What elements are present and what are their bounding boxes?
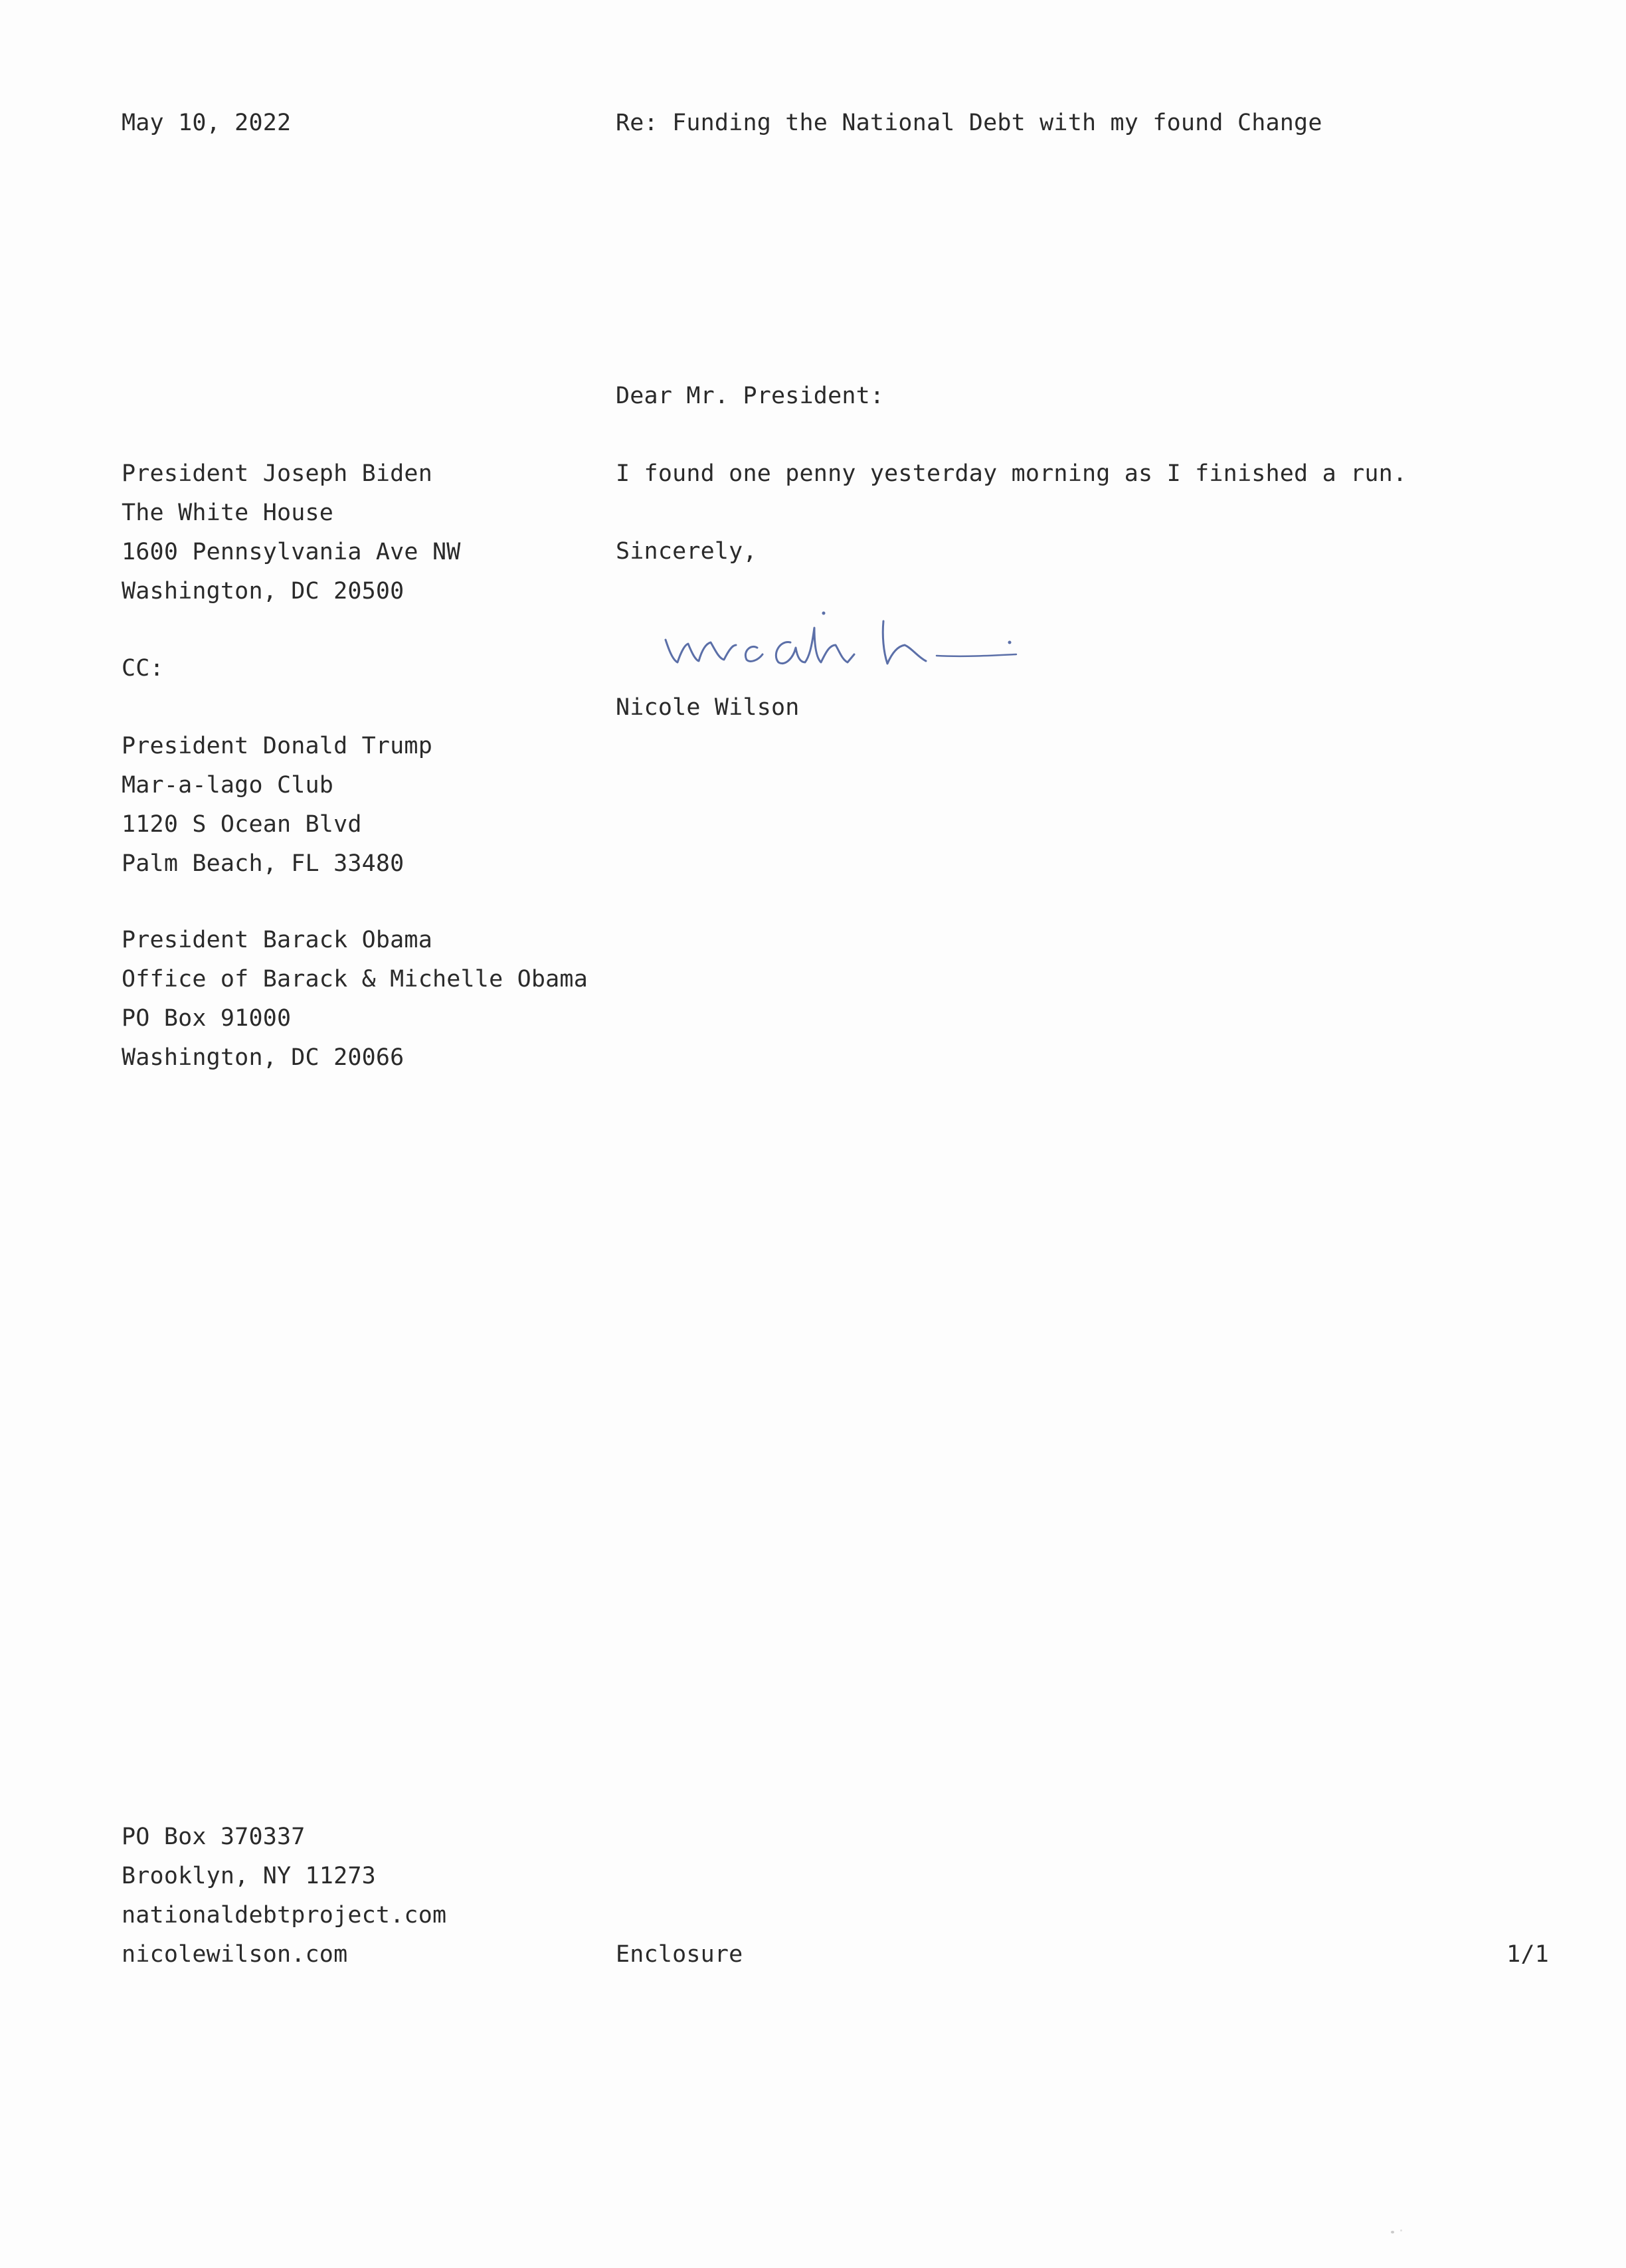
cc-recipient-address bbox=[122, 921, 588, 1078]
letter-subject: Re: Funding the National Debt with my found Change bbox=[616, 110, 1322, 136]
address-line: Mar-a-lago Club bbox=[122, 772, 334, 799]
scan-speck bbox=[1391, 2231, 1394, 2233]
address-line: The White House bbox=[122, 500, 334, 526]
cc-recipient-address bbox=[122, 727, 432, 884]
sender-address bbox=[122, 1818, 446, 1974]
address-line: President Donald Trump bbox=[122, 733, 432, 759]
salutation: Dear Mr. President: bbox=[616, 383, 885, 409]
sender-website: nicolewilson.com bbox=[122, 1941, 348, 1968]
address-line: Office of Barack & Michelle Obama bbox=[122, 966, 588, 992]
address-line: PO Box 91000 bbox=[122, 1005, 292, 1032]
cc-label: CC: bbox=[122, 655, 164, 682]
address-line: Washington, DC 20500 bbox=[122, 578, 405, 605]
address-line: Palm Beach, FL 33480 bbox=[122, 850, 405, 877]
sender-website: nationaldebtproject.com bbox=[122, 1902, 447, 1929]
signature-name: Nicole Wilson bbox=[616, 694, 800, 721]
letter-body: I found one penny yesterday morning as I finished a run. bbox=[616, 460, 1407, 487]
letter-date: May 10, 2022 bbox=[122, 110, 292, 136]
address-line: 1120 S Ocean Blvd bbox=[122, 811, 362, 838]
address-line: President Joseph Biden bbox=[122, 460, 432, 487]
sender-line: Brooklyn, NY 11273 bbox=[122, 1863, 376, 1889]
enclosure-note: Enclosure bbox=[616, 1941, 743, 1968]
recipient-address bbox=[122, 454, 461, 611]
address-line: 1600 Pennsylvania Ave NW bbox=[122, 539, 461, 565]
sender-line: PO Box 370337 bbox=[122, 1824, 306, 1850]
scan-speck bbox=[1400, 2229, 1402, 2231]
address-line: President Barack Obama bbox=[122, 927, 432, 953]
page-number: 1/1 bbox=[1506, 1941, 1549, 1968]
closing: Sincerely, bbox=[616, 538, 757, 565]
address-line: Washington, DC 20066 bbox=[122, 1044, 405, 1071]
handwritten-signature bbox=[658, 601, 1030, 681]
